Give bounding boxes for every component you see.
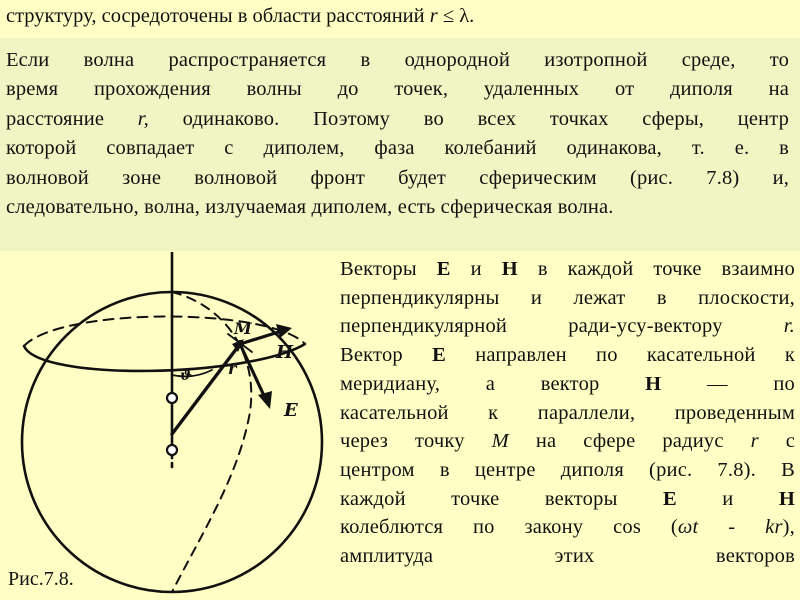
right-column [340,255,795,571]
radius-vector [172,344,240,434]
dipole-top [167,393,177,403]
dipole-bottom [167,445,177,455]
parallel-front [24,344,305,371]
right-line: касательной к параллели, проведенным [340,401,795,424]
label-r: r [228,359,237,378]
box-line: расстояние r, одинаково. Поэтому во всех точках сферы, центр [6,107,789,130]
right-line: каждой точке векторы E и H [340,487,795,510]
right-line: амплитуда этих векторов [340,545,795,568]
label-e: E [284,400,298,421]
right-line: перпендикулярной ради-усу-вектору r. [340,315,796,338]
figure-caption: Рис.7.8. [8,568,74,590]
parallel-back [24,316,305,346]
e-arrowhead [258,391,272,409]
right-line: через точку M на сфере радиус r с [340,430,796,453]
right-line: Вектор E направлен по касательной к [340,344,795,367]
box-line: следовательно, волна, излучаемая диполем, есть сферическая волна. [6,196,614,219]
right-line: колеблются по закону cos (ωt - kr), [340,516,795,539]
right-line: центром в центре диполя (рис. 7.8). В [340,458,795,481]
top-line: структуру, сосредоточены в области расстояний r ≤ λ. [6,5,475,27]
right-line: перпендикулярны и лежат в плоскости, [340,286,795,309]
point-m [236,340,244,348]
paragraph-box [0,38,800,251]
box-line: время прохождения волны до точек, удаленных от диполя на [6,78,789,101]
label-m: M [234,319,252,338]
top-text [6,0,796,32]
box-line: волновой зоне волновой фронт будет сферическим (рис. 7.8) и, [6,166,789,189]
right-line: меридиану, а вектор H — по [340,372,795,395]
label-theta: ϑ [180,368,192,384]
paragraph-wave-front [6,46,789,222]
label-h: H [276,342,294,363]
right-line: Векторы E и H в каждой точке взаимно [340,258,795,280]
box-line: Если волна распространяется в однородной изотропной среде, то [6,49,789,71]
sphere-figure [0,252,335,600]
e-vector [240,344,266,400]
paragraph-vectors [340,255,795,571]
box-line: которой совпадает с диполем, фаза колебаний одинакова, т. е. в [6,137,789,160]
